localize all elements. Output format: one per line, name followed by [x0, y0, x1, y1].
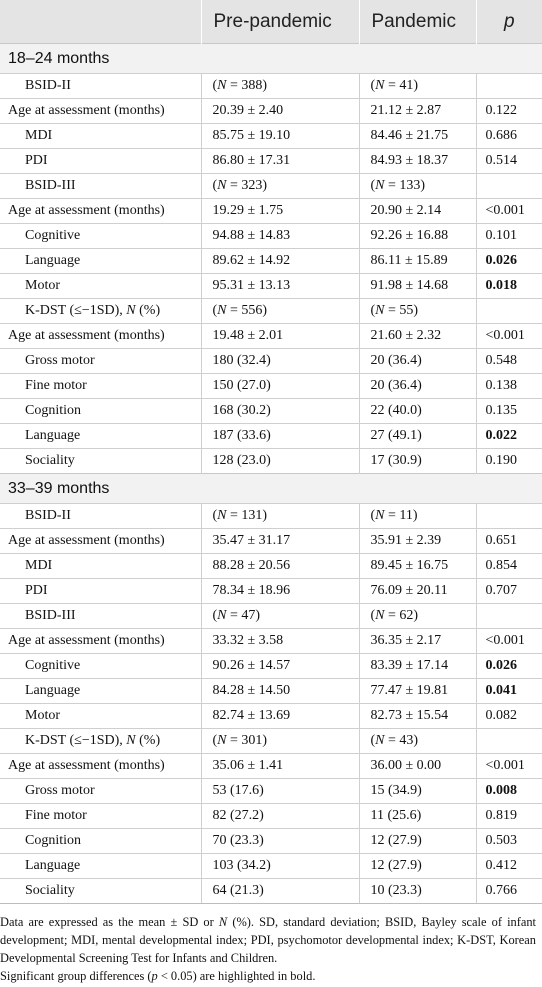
pre-pandemic-value: 94.88 ± 14.83: [201, 224, 359, 249]
p-value: [476, 74, 542, 99]
p-value: 0.082: [476, 704, 542, 729]
table-row: [0, 124, 542, 149]
pre-pandemic-value: 128 (23.0): [201, 449, 359, 474]
p-value: 0.651: [476, 529, 542, 554]
row-label: Age at assessment (months): [0, 629, 201, 654]
pre-pandemic-value: 88.28 ± 20.56: [201, 554, 359, 579]
pre-pandemic-value: 95.31 ± 13.13: [201, 274, 359, 299]
table-row: [0, 324, 542, 349]
p-value: 0.707: [476, 579, 542, 604]
row-label: Cognitive: [0, 224, 201, 249]
row-label: Cognitive: [0, 654, 201, 679]
pre-pandemic-value: (N = 47): [201, 604, 359, 629]
row-label: K-DST (≤−1SD), N (%): [0, 729, 201, 754]
row-label: Age at assessment (months): [0, 199, 201, 224]
table-row: [0, 554, 542, 579]
table-row: [0, 174, 542, 199]
table-row: [0, 449, 542, 474]
footnote-abbreviations: Data are expressed as the mean ± SD or N (%). SD, standard deviation; BSID, Bayley scale of infant development; MDI, mental developmental index; PDI, psychomotor developmental index; K-DST, Korean Developmental Screening Test for Infants and Children.: [0, 915, 536, 965]
pre-pandemic-value: 19.29 ± 1.75: [201, 199, 359, 224]
footnote-significance: [0, 967, 536, 985]
p-value: 0.819: [476, 804, 542, 829]
p-value: 0.026: [476, 249, 542, 274]
pandemic-value: 84.46 ± 21.75: [359, 124, 476, 149]
table-footnotes: [0, 913, 536, 985]
table-row: [0, 629, 542, 654]
pre-pandemic-value: 85.75 ± 19.10: [201, 124, 359, 149]
pandemic-value: 77.47 ± 19.81: [359, 679, 476, 704]
p-value: [476, 729, 542, 754]
table-row: [0, 349, 542, 374]
pandemic-value: 15 (34.9): [359, 779, 476, 804]
table-row: [0, 504, 542, 529]
row-label: Fine motor: [0, 804, 201, 829]
pre-pandemic-value: 19.48 ± 2.01: [201, 324, 359, 349]
p-value: 0.022: [476, 424, 542, 449]
pandemic-value: 22 (40.0): [359, 399, 476, 424]
row-label: BSID-II: [0, 504, 201, 529]
p-value: 0.503: [476, 829, 542, 854]
table-header: [0, 0, 542, 44]
pandemic-value: 20.90 ± 2.14: [359, 199, 476, 224]
table-row: [0, 604, 542, 629]
header-pre-pandemic: Pre-pandemic: [201, 0, 359, 44]
pre-pandemic-value: 53 (17.6): [201, 779, 359, 804]
row-label: Language: [0, 854, 201, 879]
row-label: BSID-III: [0, 604, 201, 629]
row-label: Sociality: [0, 879, 201, 904]
p-value: [476, 174, 542, 199]
pandemic-value: 76.09 ± 20.11: [359, 579, 476, 604]
pre-pandemic-value: 180 (32.4): [201, 349, 359, 374]
section-header-row: [0, 474, 542, 504]
pre-pandemic-value: 64 (21.3): [201, 879, 359, 904]
table-row: [0, 654, 542, 679]
pandemic-value: 82.73 ± 15.54: [359, 704, 476, 729]
table-row: [0, 804, 542, 829]
row-label: Gross motor: [0, 349, 201, 374]
p-value: <0.001: [476, 324, 542, 349]
p-value: [476, 504, 542, 529]
pre-pandemic-value: (N = 323): [201, 174, 359, 199]
row-label: Language: [0, 249, 201, 274]
pre-pandemic-value: 187 (33.6): [201, 424, 359, 449]
table-row: [0, 754, 542, 779]
table-row: [0, 399, 542, 424]
p-value: 0.766: [476, 879, 542, 904]
section-title: 33–39 months: [0, 474, 542, 504]
pre-pandemic-value: (N = 556): [201, 299, 359, 324]
row-label: PDI: [0, 579, 201, 604]
row-label: Cognition: [0, 399, 201, 424]
pandemic-value: (N = 41): [359, 74, 476, 99]
row-label: Language: [0, 679, 201, 704]
p-value: 0.412: [476, 854, 542, 879]
pandemic-value: (N = 43): [359, 729, 476, 754]
row-label: Sociality: [0, 449, 201, 474]
pandemic-value: 20 (36.4): [359, 349, 476, 374]
p-value: 0.135: [476, 399, 542, 424]
pre-pandemic-value: 33.32 ± 3.58: [201, 629, 359, 654]
pandemic-value: 21.12 ± 2.87: [359, 99, 476, 124]
row-label: PDI: [0, 149, 201, 174]
p-value: 0.548: [476, 349, 542, 374]
table-row: [0, 529, 542, 554]
table-row: [0, 249, 542, 274]
pre-pandemic-value: 89.62 ± 14.92: [201, 249, 359, 274]
p-value: 0.686: [476, 124, 542, 149]
p-value: 0.008: [476, 779, 542, 804]
row-label: Age at assessment (months): [0, 529, 201, 554]
pandemic-value: 11 (25.6): [359, 804, 476, 829]
p-value: [476, 299, 542, 324]
table-row: [0, 149, 542, 174]
p-value: 0.122: [476, 99, 542, 124]
table-row: [0, 729, 542, 754]
row-label: Fine motor: [0, 374, 201, 399]
row-label: MDI: [0, 554, 201, 579]
pandemic-value: 27 (49.1): [359, 424, 476, 449]
table-row: [0, 424, 542, 449]
pre-pandemic-value: 103 (34.2): [201, 854, 359, 879]
section-header-row: [0, 44, 542, 74]
table-row: [0, 299, 542, 324]
pandemic-value: 17 (30.9): [359, 449, 476, 474]
pandemic-value: 12 (27.9): [359, 829, 476, 854]
pandemic-value: 36.00 ± 0.00: [359, 754, 476, 779]
table-row: [0, 579, 542, 604]
table-row: [0, 274, 542, 299]
p-value: <0.001: [476, 199, 542, 224]
row-label: Motor: [0, 274, 201, 299]
pandemic-value: 35.91 ± 2.39: [359, 529, 476, 554]
row-label: Language: [0, 424, 201, 449]
row-label: Cognition: [0, 829, 201, 854]
table-row: [0, 704, 542, 729]
pandemic-value: (N = 62): [359, 604, 476, 629]
pre-pandemic-value: 35.06 ± 1.41: [201, 754, 359, 779]
table-row: [0, 879, 542, 904]
table-row: [0, 99, 542, 124]
pandemic-value: 91.98 ± 14.68: [359, 274, 476, 299]
pre-pandemic-value: 84.28 ± 14.50: [201, 679, 359, 704]
pre-pandemic-value: 78.34 ± 18.96: [201, 579, 359, 604]
pre-pandemic-value: 82 (27.2): [201, 804, 359, 829]
p-value: 0.514: [476, 149, 542, 174]
pre-pandemic-value: 82.74 ± 13.69: [201, 704, 359, 729]
pandemic-value: 10 (23.3): [359, 879, 476, 904]
pandemic-value: 84.93 ± 18.37: [359, 149, 476, 174]
table-row: [0, 374, 542, 399]
p-value: <0.001: [476, 629, 542, 654]
pandemic-value: 92.26 ± 16.88: [359, 224, 476, 249]
pre-pandemic-value: 86.80 ± 17.31: [201, 149, 359, 174]
row-label: Motor: [0, 704, 201, 729]
table-row: [0, 199, 542, 224]
pre-pandemic-value: 70 (23.3): [201, 829, 359, 854]
p-value: <0.001: [476, 754, 542, 779]
header-p-value: p: [476, 0, 542, 44]
p-value: 0.026: [476, 654, 542, 679]
table-row: [0, 679, 542, 704]
pre-pandemic-value: 150 (27.0): [201, 374, 359, 399]
header-row: [0, 0, 542, 44]
footnote-significance-text: Significant group differences (p < 0.05) are highlighted in bold.: [0, 969, 316, 983]
pre-pandemic-value: 168 (30.2): [201, 399, 359, 424]
row-label: BSID-II: [0, 74, 201, 99]
row-label: K-DST (≤−1SD), N (%): [0, 299, 201, 324]
row-label: Age at assessment (months): [0, 324, 201, 349]
row-label: Age at assessment (months): [0, 754, 201, 779]
pandemic-value: 20 (36.4): [359, 374, 476, 399]
row-label: MDI: [0, 124, 201, 149]
table-row: [0, 829, 542, 854]
pre-pandemic-value: 20.39 ± 2.40: [201, 99, 359, 124]
pandemic-value: 89.45 ± 16.75: [359, 554, 476, 579]
p-value: [476, 604, 542, 629]
p-value: 0.101: [476, 224, 542, 249]
p-value: 0.854: [476, 554, 542, 579]
pandemic-value: 86.11 ± 15.89: [359, 249, 476, 274]
pandemic-value: (N = 133): [359, 174, 476, 199]
pre-pandemic-value: (N = 131): [201, 504, 359, 529]
header-pandemic: Pandemic: [359, 0, 476, 44]
pandemic-value: 83.39 ± 17.14: [359, 654, 476, 679]
table-body: [0, 44, 542, 904]
row-label: Age at assessment (months): [0, 99, 201, 124]
row-label: BSID-III: [0, 174, 201, 199]
table-row: [0, 74, 542, 99]
pre-pandemic-value: (N = 301): [201, 729, 359, 754]
table-row: [0, 854, 542, 879]
section-title: 18–24 months: [0, 44, 542, 74]
pre-pandemic-value: (N = 388): [201, 74, 359, 99]
pandemic-value: 12 (27.9): [359, 854, 476, 879]
p-value: 0.041: [476, 679, 542, 704]
table-row: [0, 779, 542, 804]
pandemic-value: 36.35 ± 2.17: [359, 629, 476, 654]
header-empty-cell: [0, 0, 201, 44]
pandemic-value: (N = 55): [359, 299, 476, 324]
pandemic-value: 21.60 ± 2.32: [359, 324, 476, 349]
table-row: [0, 224, 542, 249]
pre-pandemic-value: 90.26 ± 14.57: [201, 654, 359, 679]
row-label: Gross motor: [0, 779, 201, 804]
p-value: 0.190: [476, 449, 542, 474]
pandemic-value: (N = 11): [359, 504, 476, 529]
p-value: 0.018: [476, 274, 542, 299]
p-value: 0.138: [476, 374, 542, 399]
pre-pandemic-value: 35.47 ± 31.17: [201, 529, 359, 554]
